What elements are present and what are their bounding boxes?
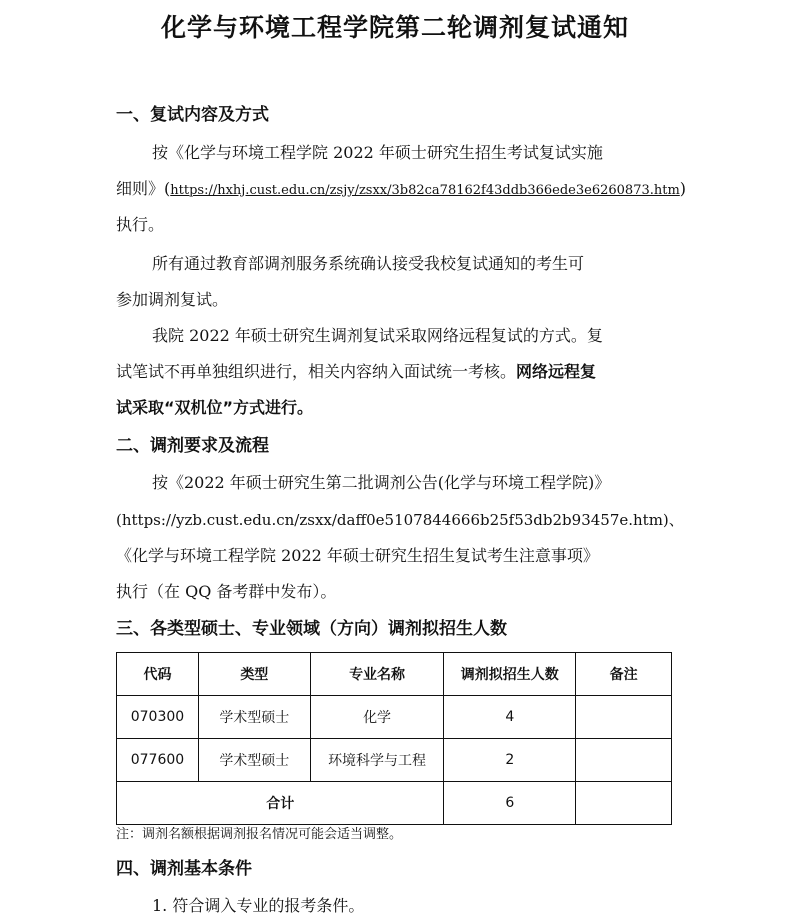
total-value: 6 [444,782,576,825]
table-row [117,739,672,782]
section2-line3: 《化学与环境工程学院 2022 年硕士研究生招生复试考生注意事项》 [116,546,599,565]
cell-quota: 4 [444,696,576,739]
table-header-row [117,653,672,696]
header-type: 类型 [198,653,310,696]
section1-p2-line2: 参加调剂复试。 [116,290,229,309]
section1-p3-line2 [116,360,596,384]
cell-major: 环境科学与工程 [310,739,444,782]
section2-line4: 执行（在 QQ 备考群中发布）。 [116,582,337,601]
header-code: 代码 [117,653,199,696]
rules-link[interactable]: https://hxhj.cust.edu.cn/zsjy/zsxx/3b82ca78162f43ddb366ede3e6260873.htm [170,183,680,198]
cell-code: 070300 [117,696,199,739]
table-total-row [117,782,672,825]
cell-type: 学术型硕士 [198,696,310,739]
section1-p3-normal: 试笔试不再单独组织进行，相关内容纳入面试统一考核。 [116,362,517,381]
cell-remark [576,739,672,782]
section2-heading: 二、调剂要求及流程 [116,436,269,456]
section1-p3-bold: 网络远程复 [516,362,597,381]
cell-major: 化学 [310,696,444,739]
section1-p1-prefix: 细则》( [116,179,171,198]
cell-remark [576,696,672,739]
section2-line1: 按《2022 年硕士研究生第二批调剂公告(化学与环境工程学院)》 [152,473,611,492]
header-major: 专业名称 [310,653,444,696]
document-title: 化学与环境工程学院第二轮调剂复试通知 [160,13,629,42]
section1-p1-line1: 按《化学与环境工程学院 2022 年硕士研究生招生考试复试实施 [152,143,603,162]
section1-heading: 一、复试内容及方式 [116,105,269,125]
table-row [117,696,672,739]
cell-code: 077600 [117,739,199,782]
cell-quota: 2 [444,739,576,782]
section1-p3-line1: 我院 2022 年硕士研究生调剂复试采取网络远程复试的方式。复 [152,326,603,345]
section1-p2-line1: 所有通过教育部调剂服务系统确认接受我校复试通知的考生可 [152,254,585,273]
section4-heading: 四、调剂基本条件 [116,859,252,879]
header-quota: 调剂拟招生人数 [444,653,576,696]
total-remark [576,782,672,825]
section3-heading: 三、各类型硕士、专业领域（方向）调剂拟招生人数 [116,619,507,639]
cell-type: 学术型硕士 [198,739,310,782]
section1-p3-line3: 试采取“双机位”方式进行。 [116,398,314,417]
section1-p1-suffix: ) [679,179,687,198]
section4-item1: 1. 符合调入专业的报考条件。 [152,896,365,915]
section1-p1-line2 [116,177,686,203]
quota-table [116,652,672,825]
section2-line2: (https://yzb.cust.edu.cn/zsxx/daff0e5107844666b25f53db2b93457e.htm)、 [116,511,684,529]
table-note: 注：调剂名额根据调剂报名情况可能会适当调整。 [116,827,403,842]
total-label: 合计 [117,782,444,825]
section1-p1-line3: 执行。 [116,215,165,234]
header-remark: 备注 [576,653,672,696]
